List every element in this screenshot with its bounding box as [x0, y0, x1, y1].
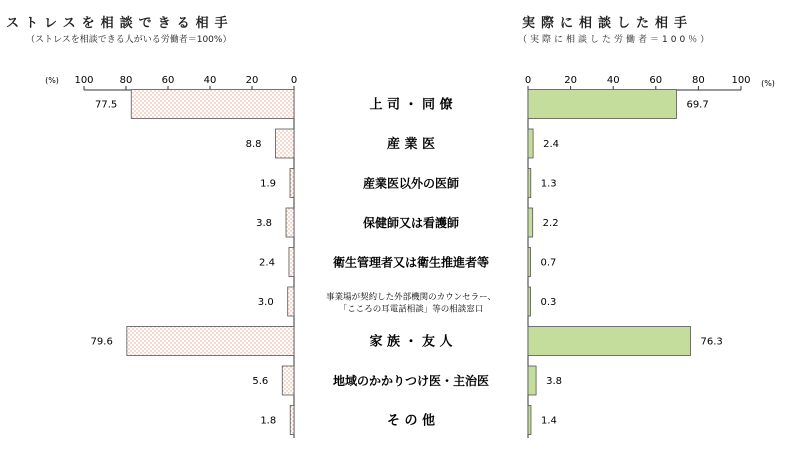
left-value-label: 5.6	[252, 376, 269, 387]
left-tick-label: 60	[161, 75, 175, 86]
left-bar	[276, 129, 294, 158]
right-bar	[528, 406, 531, 435]
left-bar	[286, 208, 294, 237]
left-tick-label: 80	[119, 75, 133, 86]
left-chart-title: ストレスを相談できる相手	[6, 16, 234, 31]
category-label-line: 「こころの耳電話相談」等の相談窓口	[338, 304, 484, 315]
left-bar	[282, 366, 294, 395]
left-bar	[127, 327, 294, 356]
right-value-label: 69.7	[686, 99, 709, 111]
right-value-label: 1.4	[540, 415, 557, 427]
category-label: 地域のかかりつけ医・主治医	[332, 374, 490, 388]
left-bar	[289, 248, 294, 277]
right-bar	[528, 366, 536, 395]
left-value-label: 1.9	[260, 178, 277, 190]
left-bar	[288, 287, 294, 316]
category-label: 保健師又は看護師	[362, 216, 460, 230]
left-chart-subtitle: （ストレスを相談できる人がいる労働者＝100%）	[26, 35, 232, 45]
category-label: 産業医以外の医師	[362, 176, 460, 191]
left-value-label: 1.8	[260, 415, 277, 427]
category-label: 衛生管理者又は衛生推進者等	[332, 255, 490, 270]
right-bar	[528, 129, 533, 158]
right-tick-label: 60	[649, 75, 663, 86]
right-unit-label: (%)	[761, 79, 775, 88]
left-bar	[290, 406, 294, 435]
right-value-label: 3.8	[546, 376, 563, 387]
right-value-label: 0.7	[540, 257, 557, 269]
category-label: 上 司 ・ 同 僚	[369, 97, 453, 113]
category-label: そ の 他	[386, 413, 436, 429]
left-tick-label: 40	[203, 75, 217, 86]
left-tick-label: 100	[74, 75, 94, 86]
right-value-label: 76.3	[700, 336, 723, 348]
right-tick-label: 80	[692, 75, 705, 86]
category-label: 産 業 医	[386, 137, 436, 152]
right-value-label: 2.2	[542, 218, 559, 229]
left-tick-label: 20	[245, 75, 259, 86]
right-tick-label: 20	[564, 75, 577, 86]
category-label-line: 事業場が契約した外部機関のカウンセラー、	[326, 292, 496, 303]
right-value-label: 2.4	[543, 139, 560, 150]
right-bar	[528, 248, 531, 277]
category-labels	[326, 97, 496, 429]
left-value-label: 3.0	[257, 297, 274, 308]
left-chart	[45, 75, 297, 438]
left-value-label: 79.6	[90, 336, 113, 348]
left-value-label: 77.5	[94, 99, 118, 111]
left-bar	[290, 169, 294, 198]
right-value-label: 0.3	[540, 297, 557, 308]
right-bar	[528, 90, 676, 119]
category-label: 家 族 ・ 友 人	[369, 334, 453, 350]
left-value-label: 8.8	[245, 139, 262, 150]
right-tick-label: 100	[731, 75, 751, 86]
left-bar	[131, 90, 294, 119]
left-tick-label: 0	[290, 75, 298, 86]
right-chart-title: 実際に相談した相手	[522, 16, 694, 31]
left-unit-label: (%)	[45, 76, 59, 85]
right-value-label: 1.3	[540, 178, 557, 190]
left-value-label: 2.4	[259, 257, 275, 269]
left-value-label: 3.8	[256, 218, 273, 229]
right-chart	[525, 75, 775, 438]
right-bar	[528, 208, 533, 237]
right-chart-subtitle: （実際に相談した労働者＝100％）	[518, 35, 713, 45]
right-bar	[528, 287, 531, 316]
right-tick-label: 0	[524, 75, 532, 86]
right-bar	[528, 169, 531, 198]
right-bar	[528, 327, 691, 356]
right-tick-label: 40	[606, 75, 620, 86]
